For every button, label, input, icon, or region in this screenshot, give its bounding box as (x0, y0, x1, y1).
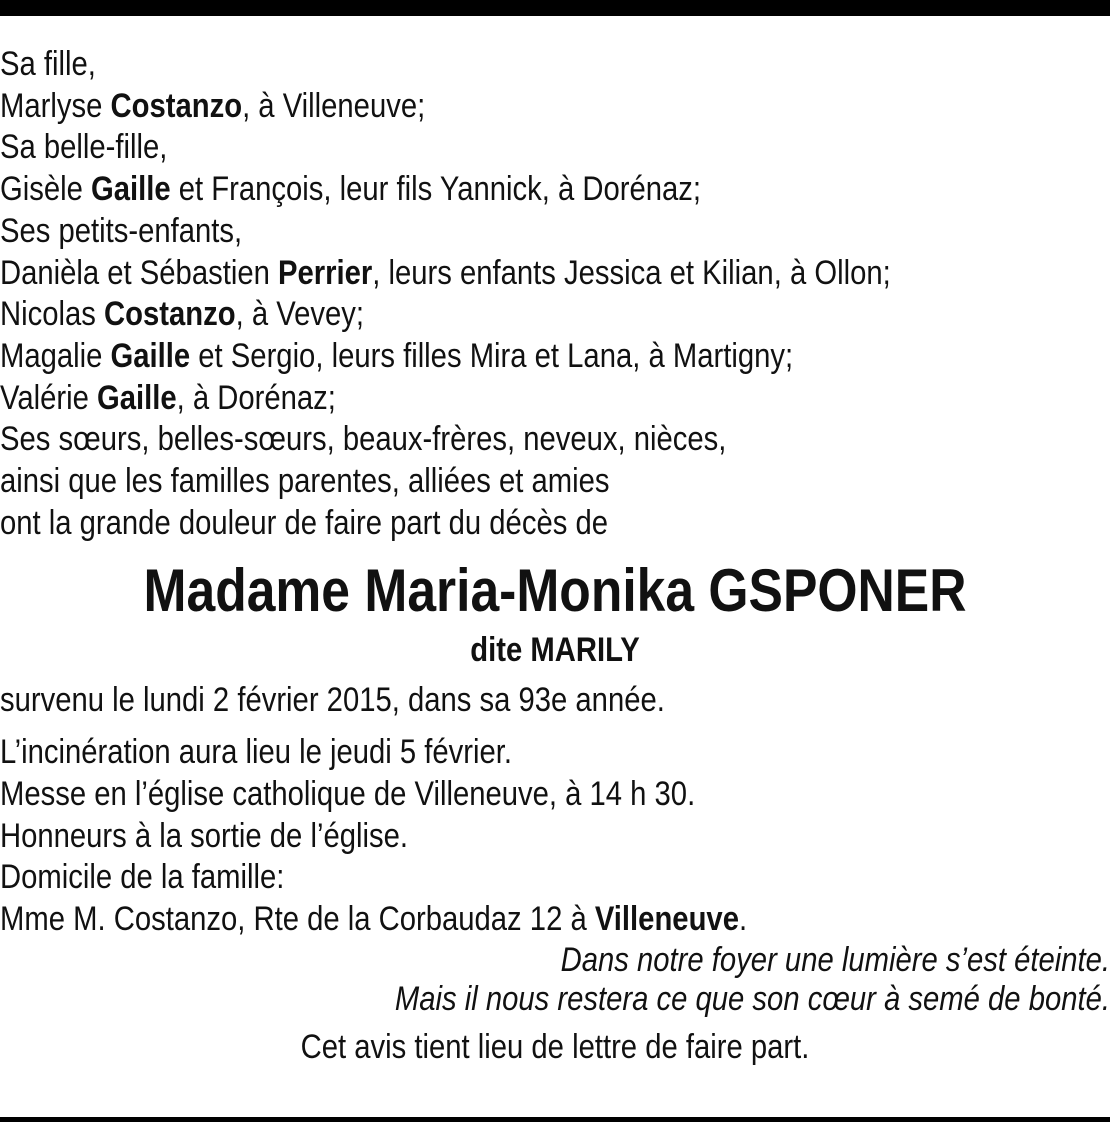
family-address: Mme M. Costanzo, Rte de la Corbaudaz 12 à Villeneuve. (0, 899, 748, 938)
spacer (0, 670, 1110, 680)
family-line: Danièla et Sébastien Perrier, leurs enfants Jessica et Kilian, à Ollon; (0, 253, 891, 292)
ceremony-line: L’incinération aura lieu le jeudi 5 février. (0, 733, 513, 772)
ceremony-line: Domicile de la famille: (0, 858, 285, 897)
death-date-line: survenu le lundi 2 février 2015, dans sa 93e année. (0, 681, 665, 720)
family-list (0, 44, 1110, 544)
family-line: Valérie Gaille, à Dorénaz; (0, 378, 336, 417)
family-line: Ses sœurs, belles-sœurs, beaux-frères, neveux, nièces, (0, 420, 727, 459)
family-line: Sa belle-fille, (0, 128, 168, 167)
quote-line: Dans notre foyer une lumière s’est éteinte. (560, 940, 1110, 979)
bottom-rule (0, 1117, 1110, 1122)
family-line: ainsi que les familles parentes, alliées et amies (0, 462, 610, 501)
ceremony-line: Honneurs à la sortie de l’église. (0, 816, 408, 855)
family-line: Marlyse Costanzo, à Villeneuve; (0, 86, 426, 125)
family-line: ont la grande douleur de faire part du décès de (0, 503, 608, 542)
obituary-notice (0, 44, 1110, 1069)
spacer (0, 722, 1110, 732)
deceased-nickname: dite MARILY (470, 631, 640, 670)
family-line: Sa fille, (0, 45, 96, 83)
family-line: Ses petits-enfants, (0, 211, 243, 250)
closing-note: Cet avis tient lieu de lettre de faire part. (300, 1027, 810, 1066)
ceremony-details (0, 732, 1110, 941)
family-line: Gisèle Gaille et François, leur fils Yannick, à Dorénaz; (0, 170, 702, 209)
ceremony-line: Messe en l’église catholique de Villeneuve, à 14 h 30. (0, 774, 696, 813)
deceased-name: Madame Maria-Monika GSPONER (143, 557, 967, 625)
quote-line: Mais il nous restera ce que son cœur à semé de bonté. (394, 979, 1110, 1018)
memorial-quote (0, 941, 1110, 1019)
family-line: Nicolas Costanzo, à Vevey; (0, 295, 365, 334)
top-rule (0, 0, 1110, 16)
family-line: Magalie Gaille et Sergio, leurs filles Mira et Lana, à Martigny; (0, 336, 794, 375)
